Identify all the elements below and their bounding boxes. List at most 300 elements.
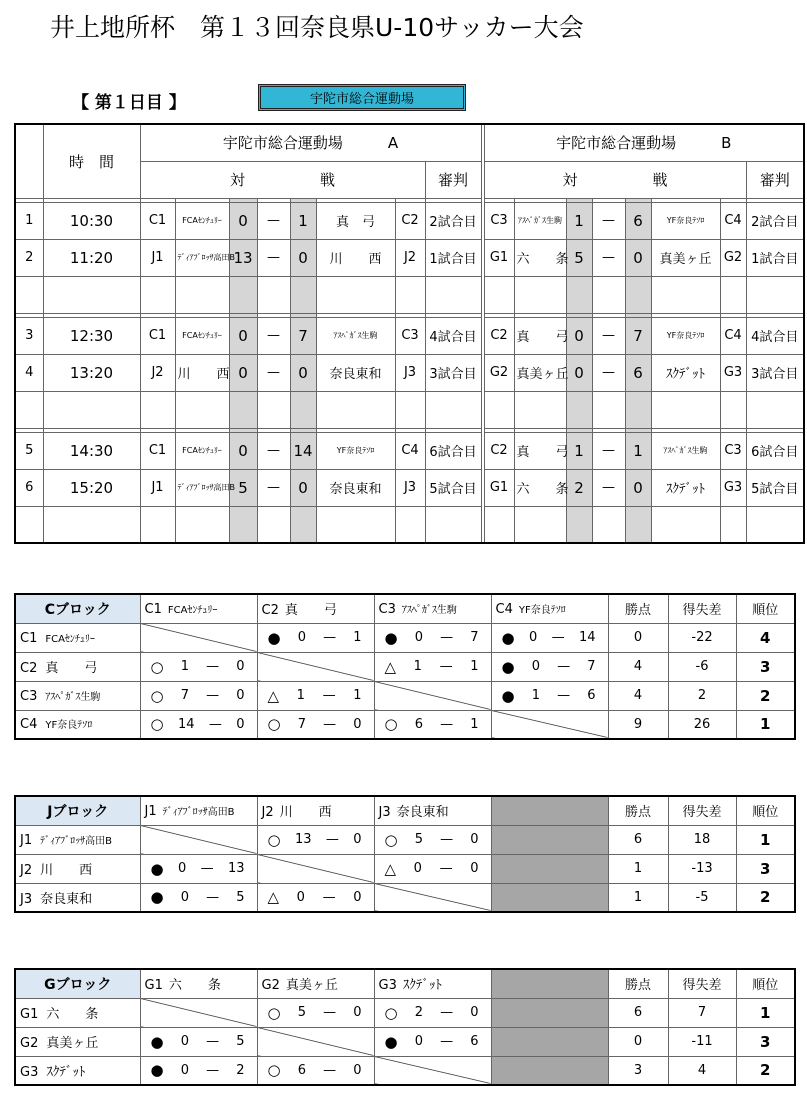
field-b-dash: —	[592, 432, 625, 469]
field-b-home-score: 0	[566, 354, 592, 391]
field-b-away-team: ｽｸﾃﾞｯﾄ	[651, 354, 720, 391]
result-cell	[374, 623, 491, 652]
day-label: 【 第１日目 】	[72, 93, 186, 113]
blank-cell	[720, 391, 746, 428]
field-b-away-code: G2	[720, 239, 746, 276]
result-symbol: ●	[150, 1061, 164, 1080]
match-time: 14:30	[43, 432, 140, 469]
field-a-away-team: 真 弓	[316, 202, 395, 239]
score-dash: —	[557, 659, 571, 674]
block-team-header	[257, 594, 374, 623]
goals-against: 0	[353, 1005, 362, 1020]
result-symbol: ○	[267, 715, 281, 734]
score-dash: —	[440, 1005, 454, 1020]
rank: 3	[736, 854, 795, 883]
blank-cell	[140, 391, 175, 428]
block-name: Gブロック	[15, 969, 140, 998]
field-a-away-score: 1	[290, 202, 316, 239]
blank-cell	[290, 506, 316, 543]
goals-for: 2	[414, 1005, 423, 1020]
rank: 2	[736, 1056, 795, 1085]
goals-against: 0	[470, 832, 479, 847]
blank-cell	[746, 506, 804, 543]
team-code: G3	[378, 978, 397, 994]
team-name: 真美ヶ丘	[285, 978, 338, 994]
field-a-home-code: J2	[140, 354, 175, 391]
field-b-referee: 1試合目	[746, 239, 804, 276]
team-name: 真 弓	[45, 661, 98, 676]
score-dash: —	[439, 659, 453, 674]
block-row	[15, 883, 795, 912]
row-team	[15, 710, 140, 739]
page-title: 井上地所杯 第１３回奈良県U-10サッカー大会	[50, 13, 584, 42]
self-match-cell	[374, 681, 491, 710]
score-dash: —	[325, 832, 339, 847]
result-symbol: ○	[150, 715, 164, 734]
block-team-header	[140, 969, 257, 998]
venue-button[interactable]: 宇陀市総合運動場	[258, 84, 466, 111]
goals-against: 0	[353, 1062, 362, 1078]
field-a-home-code: C1	[140, 202, 175, 239]
field-a-dash: —	[257, 202, 290, 239]
field-b-dash: —	[592, 469, 625, 506]
score-dash: —	[439, 861, 453, 876]
goals-for: 1	[413, 659, 422, 674]
result-cell	[491, 623, 608, 652]
field-b-away-code: G3	[720, 469, 746, 506]
goals-against: 13	[227, 861, 245, 876]
goals-against: 5	[236, 889, 245, 905]
result-symbol: ○	[267, 830, 281, 849]
field-b-home-code: G1	[484, 469, 514, 506]
field-a-away-score: 0	[290, 239, 316, 276]
team-code: G1	[144, 978, 163, 994]
score-dash: —	[557, 688, 571, 703]
block-team-header	[374, 796, 491, 825]
field-b-referee: 4試合目	[746, 317, 804, 354]
goal-difference: 26	[668, 710, 736, 739]
schedule-corner	[15, 124, 43, 198]
rank-header: 順位	[736, 969, 795, 998]
field-a-away-code: C4	[395, 432, 425, 469]
goals-for: 5	[297, 1005, 306, 1020]
goals-against: 1	[470, 716, 479, 732]
match-time: 12:30	[43, 317, 140, 354]
blank-cell	[592, 276, 625, 313]
result-cell	[257, 998, 374, 1027]
result-cell	[140, 710, 257, 739]
field-a-home-team: FCAｾﾝﾁｭﾘｰ	[175, 432, 229, 469]
goals-against: 1	[353, 630, 362, 645]
result-symbol: ●	[384, 628, 398, 647]
block-row	[15, 652, 795, 681]
self-match-cell	[374, 883, 491, 912]
field-b-home-score: 5	[566, 239, 592, 276]
rank: 2	[736, 883, 795, 912]
points: 9	[608, 710, 668, 739]
goals-against: 6	[587, 688, 596, 703]
field-b-home-code: G1	[484, 239, 514, 276]
field-a-home-score: 0	[229, 202, 257, 239]
team-code: J1	[144, 803, 157, 819]
points: 1	[608, 883, 668, 912]
field-b-away-code: C4	[720, 317, 746, 354]
rank: 3	[736, 652, 795, 681]
team-name: 六 条	[46, 1007, 99, 1022]
blank-cell	[15, 506, 43, 543]
match-number: 6	[15, 469, 43, 506]
goals-against: 0	[236, 688, 245, 703]
goals-against: 1	[470, 659, 479, 674]
field-b-away-code: C4	[720, 202, 746, 239]
result-cell	[374, 1027, 491, 1056]
goals-for: 0	[177, 861, 187, 876]
rank: 1	[736, 825, 795, 854]
result-cell	[140, 883, 257, 912]
team-code: C1	[144, 601, 162, 617]
empty-slot	[491, 1027, 608, 1056]
row-team	[15, 998, 140, 1027]
blank-cell	[395, 391, 425, 428]
field-a-home-team: FCAｾﾝﾁｭﾘｰ	[175, 202, 229, 239]
team-name: ｽｸﾃﾞｯﾄ	[402, 978, 442, 994]
score-dash: —	[323, 1005, 337, 1020]
goal-difference: -5	[668, 883, 736, 912]
empty-slot	[491, 998, 608, 1027]
field-a-away-team: YF奈良ﾃｿﾛ	[316, 432, 395, 469]
field-b-home-team: 真美ヶ丘	[514, 354, 566, 391]
block-row	[15, 854, 795, 883]
team-name: YF奈良ﾃｿﾛ	[518, 604, 566, 616]
goals-for: 1	[180, 659, 189, 674]
schedule-row	[15, 354, 804, 391]
goal-difference: 2	[668, 681, 736, 710]
score-dash: —	[206, 1034, 220, 1049]
goals-against: 0	[353, 889, 362, 905]
row-team	[15, 623, 140, 652]
blank-cell	[425, 506, 481, 543]
field-b-home-score: 2	[566, 469, 592, 506]
field-a-referee: 3試合目	[425, 354, 481, 391]
blank-cell	[566, 391, 592, 428]
score-dash: —	[323, 1062, 337, 1078]
rank-header: 順位	[736, 796, 795, 825]
field-a-away-score: 0	[290, 469, 316, 506]
team-code: C1	[20, 630, 38, 646]
field-a-away-team: 川 西	[316, 239, 395, 276]
block-name: Cブロック	[15, 594, 140, 623]
team-name: ｱｽﾍﾟｶﾞｽ生駒	[401, 604, 457, 616]
result-symbol: ●	[150, 859, 164, 878]
team-code: C3	[378, 601, 396, 617]
goal-difference: -13	[668, 854, 736, 883]
score-dash: —	[200, 861, 214, 876]
field-b-home-team: 真 弓	[514, 432, 566, 469]
block-row	[15, 681, 795, 710]
goals-for: 6	[297, 1062, 306, 1078]
field-b-dash: —	[592, 354, 625, 391]
blank-cell	[484, 506, 514, 543]
schedule-row	[15, 202, 804, 239]
field-a-away-score: 0	[290, 354, 316, 391]
score-dash: —	[323, 716, 337, 732]
score-dash: —	[322, 688, 336, 703]
field-b-dash: —	[592, 239, 625, 276]
goals-for: 0	[180, 1062, 189, 1078]
blank-cell	[395, 506, 425, 543]
blank-cell	[746, 276, 804, 313]
blank-cell	[290, 276, 316, 313]
result-cell	[374, 998, 491, 1027]
result-symbol: ●	[501, 657, 515, 676]
field-a-home-code: J1	[140, 239, 175, 276]
match-number: 3	[15, 317, 43, 354]
blank-cell	[257, 506, 290, 543]
field-b-home-team: 真 弓	[514, 317, 566, 354]
score-dash: —	[440, 1034, 454, 1049]
team-name: ｱｽﾍﾟｶﾞｽ生駒	[45, 691, 101, 703]
field-b-home-score: 0	[566, 317, 592, 354]
field-a-home-score: 0	[229, 317, 257, 354]
goal-diff-header: 得失差	[668, 796, 736, 825]
team-name: FCAｾﾝﾁｭﾘｰ	[167, 604, 218, 616]
goals-against: 0	[470, 861, 479, 876]
goal-difference: -11	[668, 1027, 736, 1056]
field-b-away-score: 6	[625, 354, 651, 391]
field-a-referee: 1試合目	[425, 239, 481, 276]
goal-difference: 7	[668, 998, 736, 1027]
empty-slot	[491, 854, 608, 883]
team-code: J2	[20, 863, 33, 878]
blank-cell	[316, 391, 395, 428]
team-name: ﾃﾞｨｱﾌﾞﾛｯｻ高田B	[40, 835, 112, 847]
rank: 1	[736, 998, 795, 1027]
field-b-away-score: 0	[625, 469, 651, 506]
field-b-away-team: ｱｽﾍﾟｶﾞｽ生駒	[651, 432, 720, 469]
match-number: 2	[15, 239, 43, 276]
goal-difference: 18	[668, 825, 736, 854]
team-code: C2	[261, 603, 279, 619]
blank-cell	[720, 276, 746, 313]
self-match-cell	[257, 652, 374, 681]
block-row	[15, 1056, 795, 1085]
row-team	[15, 854, 140, 883]
row-team	[15, 1027, 140, 1056]
self-match-cell	[257, 1027, 374, 1056]
blank-cell	[566, 506, 592, 543]
result-symbol: ○	[384, 830, 398, 849]
goals-for: 5	[414, 832, 423, 847]
block-header-row	[15, 969, 795, 998]
goals-for: 0	[528, 630, 538, 645]
match-header-b: 対 戦	[484, 161, 746, 198]
result-cell	[257, 883, 374, 912]
field-a-dash: —	[257, 354, 290, 391]
blank-cell	[175, 391, 229, 428]
result-cell	[374, 825, 491, 854]
goals-for: 7	[180, 688, 189, 703]
field-a-dash: —	[257, 469, 290, 506]
goals-for: 0	[531, 659, 540, 674]
result-cell	[140, 1027, 257, 1056]
field-b-dash: —	[592, 317, 625, 354]
score-dash: —	[440, 630, 454, 645]
block-team-header	[374, 969, 491, 998]
field-a-home-code: C1	[140, 317, 175, 354]
team-code: G3	[20, 1064, 39, 1080]
match-number: 5	[15, 432, 43, 469]
field-b-away-team: 真美ヶ丘	[651, 239, 720, 276]
result-cell	[257, 710, 374, 739]
block-row	[15, 1027, 795, 1056]
field-b-dash: —	[592, 202, 625, 239]
score-dash: —	[206, 1062, 220, 1078]
field-a-dash: —	[257, 239, 290, 276]
result-cell	[140, 1056, 257, 1085]
team-code: C4	[20, 717, 38, 733]
blank-cell	[514, 506, 566, 543]
field-b-away-code: C3	[720, 432, 746, 469]
goals-for: 7	[297, 716, 306, 732]
block-header-row	[15, 796, 795, 825]
team-code: G2	[261, 978, 280, 994]
goals-for: 14	[177, 716, 195, 732]
goals-against: 7	[587, 659, 596, 674]
field-a-away-code: J3	[395, 354, 425, 391]
team-code: G1	[20, 1007, 39, 1022]
field-b-away-code: G3	[720, 354, 746, 391]
field-a-home-score: 13	[229, 239, 257, 276]
team-name: 奈良東和	[396, 805, 449, 821]
blank-cell	[316, 506, 395, 543]
block-header-row	[15, 594, 795, 623]
team-name: 奈良東和	[40, 891, 93, 907]
result-symbol: ●	[150, 888, 164, 907]
field-b-home-score: 1	[566, 432, 592, 469]
score-dash: —	[440, 716, 454, 732]
score-dash: —	[206, 659, 220, 674]
team-name: 真美ヶ丘	[46, 1036, 99, 1051]
match-time: 15:20	[43, 469, 140, 506]
blank-cell	[625, 391, 651, 428]
field-b-away-team: YF奈良ﾃｿﾛ	[651, 317, 720, 354]
field-a-home-score: 5	[229, 469, 257, 506]
field-a-dash: —	[257, 432, 290, 469]
result-symbol: ●	[267, 628, 281, 647]
points-header: 勝点	[608, 594, 668, 623]
points-header: 勝点	[608, 796, 668, 825]
blank-cell	[514, 391, 566, 428]
result-cell	[140, 854, 257, 883]
blank-cell	[257, 276, 290, 313]
match-time: 11:20	[43, 239, 140, 276]
blank-cell	[425, 391, 481, 428]
result-cell	[491, 681, 608, 710]
rank: 1	[736, 710, 795, 739]
result-symbol: ○	[267, 1003, 281, 1022]
field-b-header: 宇陀市総合運動場 B	[484, 124, 804, 161]
blank-cell	[15, 276, 43, 313]
result-cell	[140, 681, 257, 710]
points: 0	[608, 623, 668, 652]
score-dash: —	[440, 832, 454, 847]
result-symbol: △	[267, 888, 280, 907]
blank-cell	[484, 276, 514, 313]
points: 1	[608, 854, 668, 883]
blank-cell	[257, 391, 290, 428]
result-symbol: ●	[150, 1032, 164, 1051]
goals-against: 2	[236, 1062, 245, 1078]
result-symbol: △	[384, 657, 397, 676]
team-code: C3	[20, 688, 38, 704]
field-b-home-code: C3	[484, 202, 514, 239]
row-team	[15, 681, 140, 710]
goals-against: 0	[236, 716, 245, 732]
goals-for: 1	[296, 688, 305, 703]
empty-slot	[491, 796, 608, 825]
field-b-away-score: 7	[625, 317, 651, 354]
block-c-table	[14, 593, 796, 740]
field-b-away-score: 6	[625, 202, 651, 239]
field-b-home-code: C2	[484, 432, 514, 469]
match-number: 4	[15, 354, 43, 391]
goals-for: 0	[180, 889, 189, 905]
blank-cell	[625, 276, 651, 313]
goals-for: 0	[414, 630, 423, 645]
team-name: YF奈良ﾃｿﾛ	[45, 720, 93, 732]
blank-cell	[625, 506, 651, 543]
blank-cell	[316, 276, 395, 313]
result-cell	[257, 1056, 374, 1085]
result-symbol: ○	[150, 686, 164, 705]
goals-against: 0	[353, 716, 362, 732]
block-row	[15, 998, 795, 1027]
goals-against: 7	[470, 630, 479, 645]
field-b-home-team: ｱｽﾍﾟｶﾞｽ生駒	[514, 202, 566, 239]
score-dash: —	[323, 630, 337, 645]
empty-slot	[491, 969, 608, 998]
team-name: 川 西	[40, 863, 93, 878]
rank: 2	[736, 681, 795, 710]
field-a-home-score: 0	[229, 354, 257, 391]
blank-cell	[720, 506, 746, 543]
goal-difference: 4	[668, 1056, 736, 1085]
block-team-header	[257, 969, 374, 998]
match-time: 10:30	[43, 202, 140, 239]
result-cell	[257, 623, 374, 652]
field-a-away-code: J2	[395, 239, 425, 276]
blank-cell	[592, 391, 625, 428]
empty-slot	[491, 883, 608, 912]
field-a-dash: —	[257, 317, 290, 354]
block-team-header	[374, 594, 491, 623]
field-a-referee: 4試合目	[425, 317, 481, 354]
goals-for: 1	[531, 688, 540, 703]
schedule-row	[15, 469, 804, 506]
blank-cell	[651, 391, 720, 428]
team-name: 川 西	[279, 805, 332, 821]
ref-header-a: 審判	[425, 161, 481, 198]
rank: 4	[736, 623, 795, 652]
blank-cell	[651, 506, 720, 543]
blank-cell	[229, 276, 257, 313]
block-j-table	[14, 795, 796, 913]
result-cell	[491, 652, 608, 681]
goals-for: 0	[413, 861, 422, 876]
score-dash: —	[206, 889, 220, 905]
rank-header: 順位	[736, 594, 795, 623]
team-code: G2	[20, 1036, 39, 1051]
